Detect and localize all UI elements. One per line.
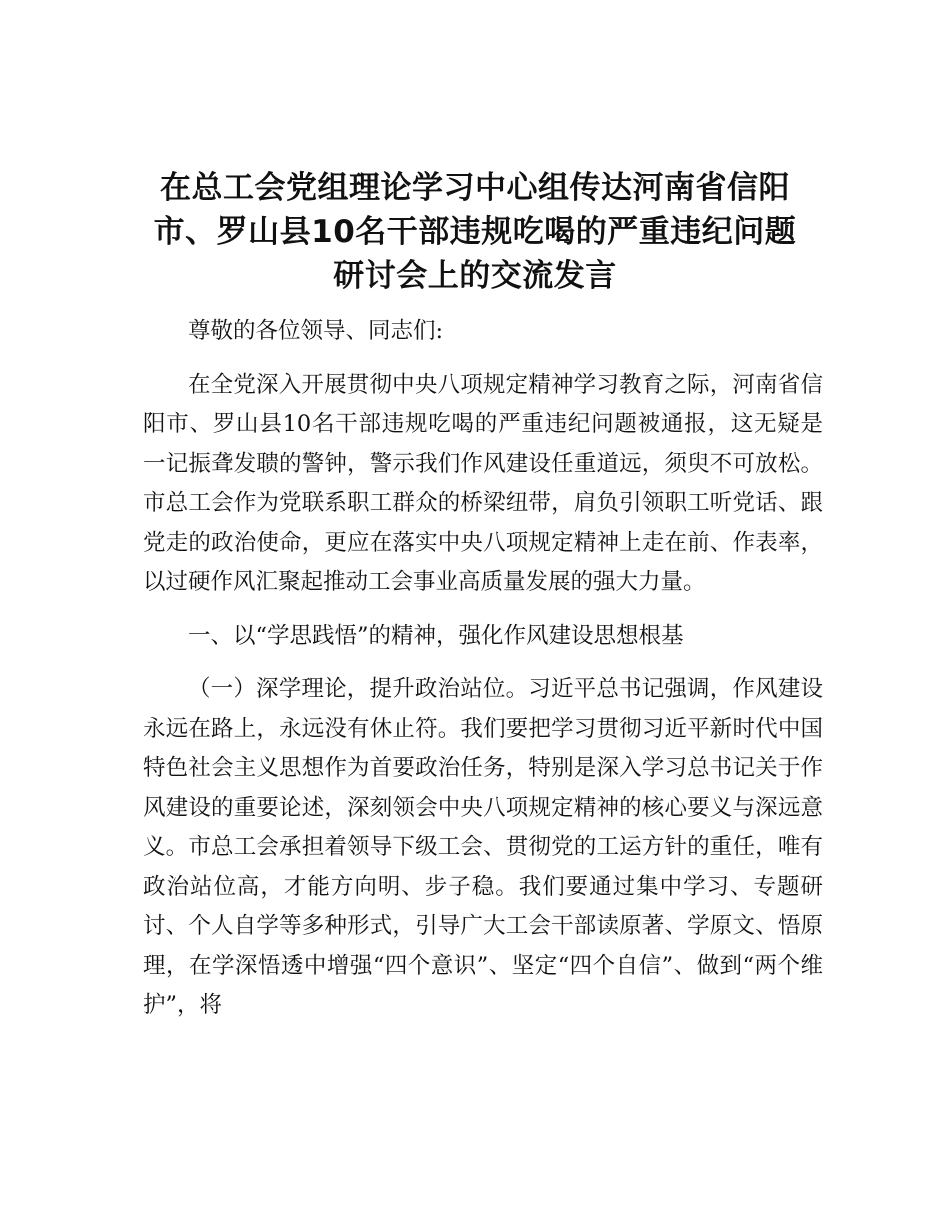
document-title bbox=[130, 166, 820, 298]
title-line-1: 在总工会党组理论学习中心组传达河南省信阳 bbox=[160, 170, 790, 206]
salutation: 尊敬的各位领导、同志们: bbox=[188, 318, 444, 344]
title-line-3: 研讨会上的交流发言 bbox=[333, 258, 617, 294]
title-line-2: 市、罗山县10名干部违规吃喝的严重违纪问题 bbox=[153, 214, 797, 250]
paragraph-subsection-1: （一）深学理论，提升政治站位。习近平总书记强调，作风建设永远在路上，永远没有休止符。我们要把学习贯彻习近平新时代中国特色社会主义思想作为首要政治任务，特别是深入学习总书记关于作风建设的重要论述，深刻领会中央八项规定精神的核心要义与深远意义。市总工会承担着领导下级工会、贯彻党的工运方针的重任，唯有政治站位高，才能方向明、步子稳。我们要通过集中学习、专题研讨、个人自学等多种形式，引导广大工会干部读原著、学原文、悟原理，在学深悟透中增强“四个意识”、坚定“四个自信”、做到“两个维护”，将 bbox=[143, 676, 823, 1018]
paragraph-intro: 在全党深入开展贯彻中央八项规定精神学习教育之际，河南省信阳市、罗山县10名干部违规吃喝的严重违纪问题被通报，这无疑是一记振聋发聩的警钟，警示我们作风建设任重道远，须臾不可放松。市总工会作为党联系职工群众的桥梁纽带，肩负引领职工听党话、跟党走的政治使命，更应在落实中央八项规定精神上走在前、作表率，以过硬作风汇聚起推动工会事业高质量发展的强大力量。 bbox=[143, 371, 823, 595]
section-heading-1: 一、以“学思践悟”的精神，强化作风建设思想根基 bbox=[188, 622, 684, 649]
document-body bbox=[143, 312, 823, 1026]
